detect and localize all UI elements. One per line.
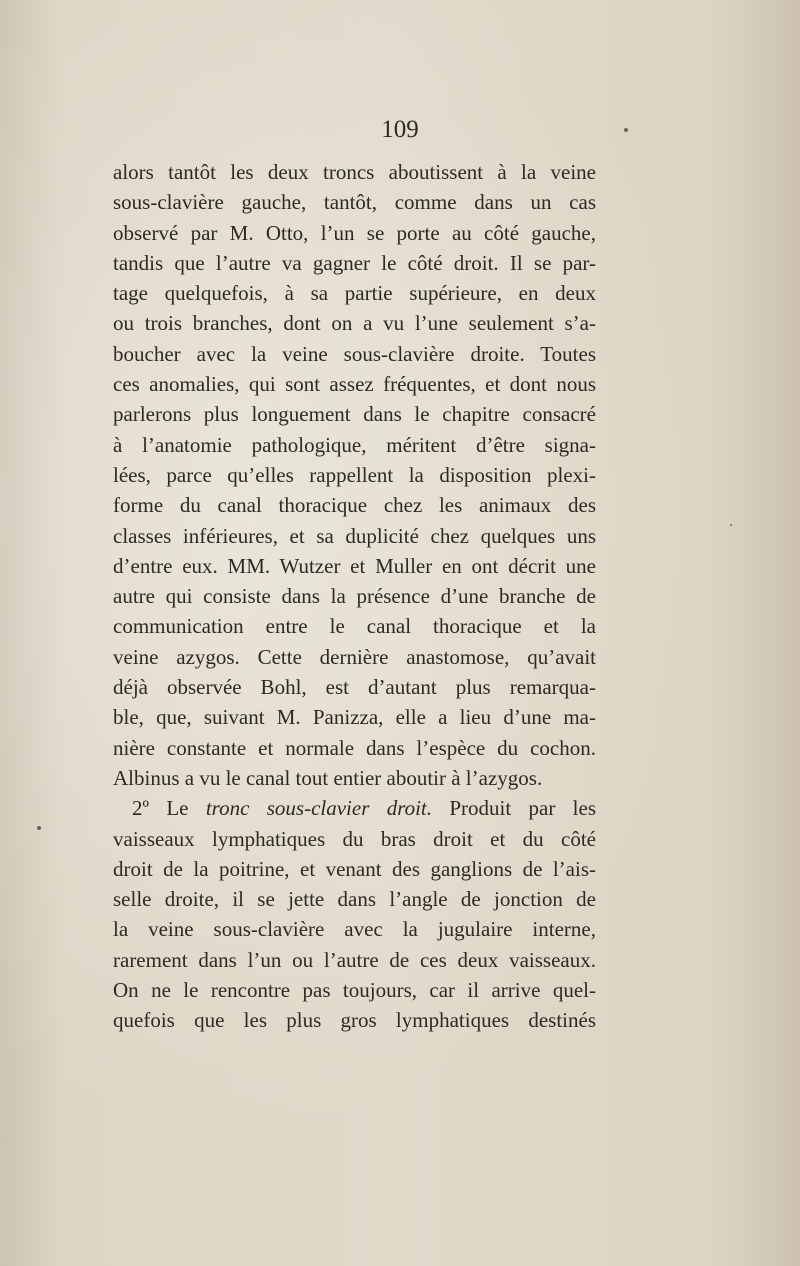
text-line: lées, parce qu’elles rappellent la disposition plexi-	[113, 462, 596, 487]
text-line: déjà observée Bohl, est d’autant plus remarqua-	[113, 675, 596, 700]
text-line: On ne le rencontre pas toujours, car il arrive quel-	[113, 978, 596, 1003]
text-line: ces anomalies, qui sont assez fréquentes, et dont nous	[113, 372, 596, 397]
text-line: sous-clavière gauche, tantôt, comme dans un cas	[113, 190, 596, 215]
text-line: rarement dans l’un ou l’autre de ces deux vaisseaux.	[113, 947, 596, 972]
text-line: nière constante et normale dans l’espèce du cochon.	[113, 735, 596, 760]
section-title-italic: tronc sous-clavier droit.	[205, 796, 433, 821]
text-line: alors tantôt les deux troncs aboutissent à la veine	[113, 160, 596, 184]
text-line: quefois que les plus gros lymphatiques destinés	[113, 1008, 596, 1033]
paper-speck	[730, 524, 732, 526]
text-line: communication entre le canal thoracique et la	[113, 614, 596, 639]
text-line: tage quelquefois, à sa partie supérieure, en deux	[113, 281, 596, 306]
page-number: 109	[381, 116, 419, 143]
text-line: autre qui consiste dans la présence d’une branche de	[113, 584, 596, 609]
section-heading-line	[113, 793, 596, 823]
text-line: droit de la poitrine, et venant des ganglions de l’ais-	[113, 856, 596, 881]
text-line: veine azygos. Cette dernière anastomose, qu’avait	[113, 644, 596, 669]
paragraph-end-line: Albinus a vu le canal tout entier aboutir à l’azygos.	[113, 765, 543, 790]
body-text	[113, 157, 596, 1036]
text-line: selle droite, il se jette dans l’angle de jonction de	[113, 887, 596, 912]
text-line: observé par M. Otto, l’un se porte au côté gauche,	[113, 220, 596, 245]
text-line: ou trois branches, dont on a vu l’une seulement s’a-	[113, 311, 596, 336]
paper-speck	[624, 128, 628, 132]
text-line: d’entre eux. MM. Wutzer et Muller en ont décrit une	[113, 553, 596, 578]
text-line: boucher avec la veine sous-clavière droite. Toutes	[113, 341, 596, 366]
text-line: ble, que, suivant M. Panizza, elle a lieu d’une ma-	[113, 705, 596, 730]
text-line: parlerons plus longuement dans le chapitre consacré	[113, 402, 596, 427]
section-line-rest: Produit par les	[449, 796, 596, 821]
section-marker: 2º Le	[132, 796, 189, 821]
text-line: vaisseaux lymphatiques du bras droit et du côté	[113, 826, 596, 851]
paper-speck	[37, 826, 41, 830]
text-line: classes inférieures, et sa duplicité chez quelques uns	[113, 523, 596, 548]
text-line: forme du canal thoracique chez les animaux des	[113, 493, 596, 518]
text-line: la veine sous-clavière avec la jugulaire interne,	[113, 917, 596, 942]
text-line: à l’anatomie pathologique, méritent d’être signa-	[113, 432, 596, 457]
text-line: tandis que l’autre va gagner le côté droit. Il se par-	[113, 250, 596, 275]
